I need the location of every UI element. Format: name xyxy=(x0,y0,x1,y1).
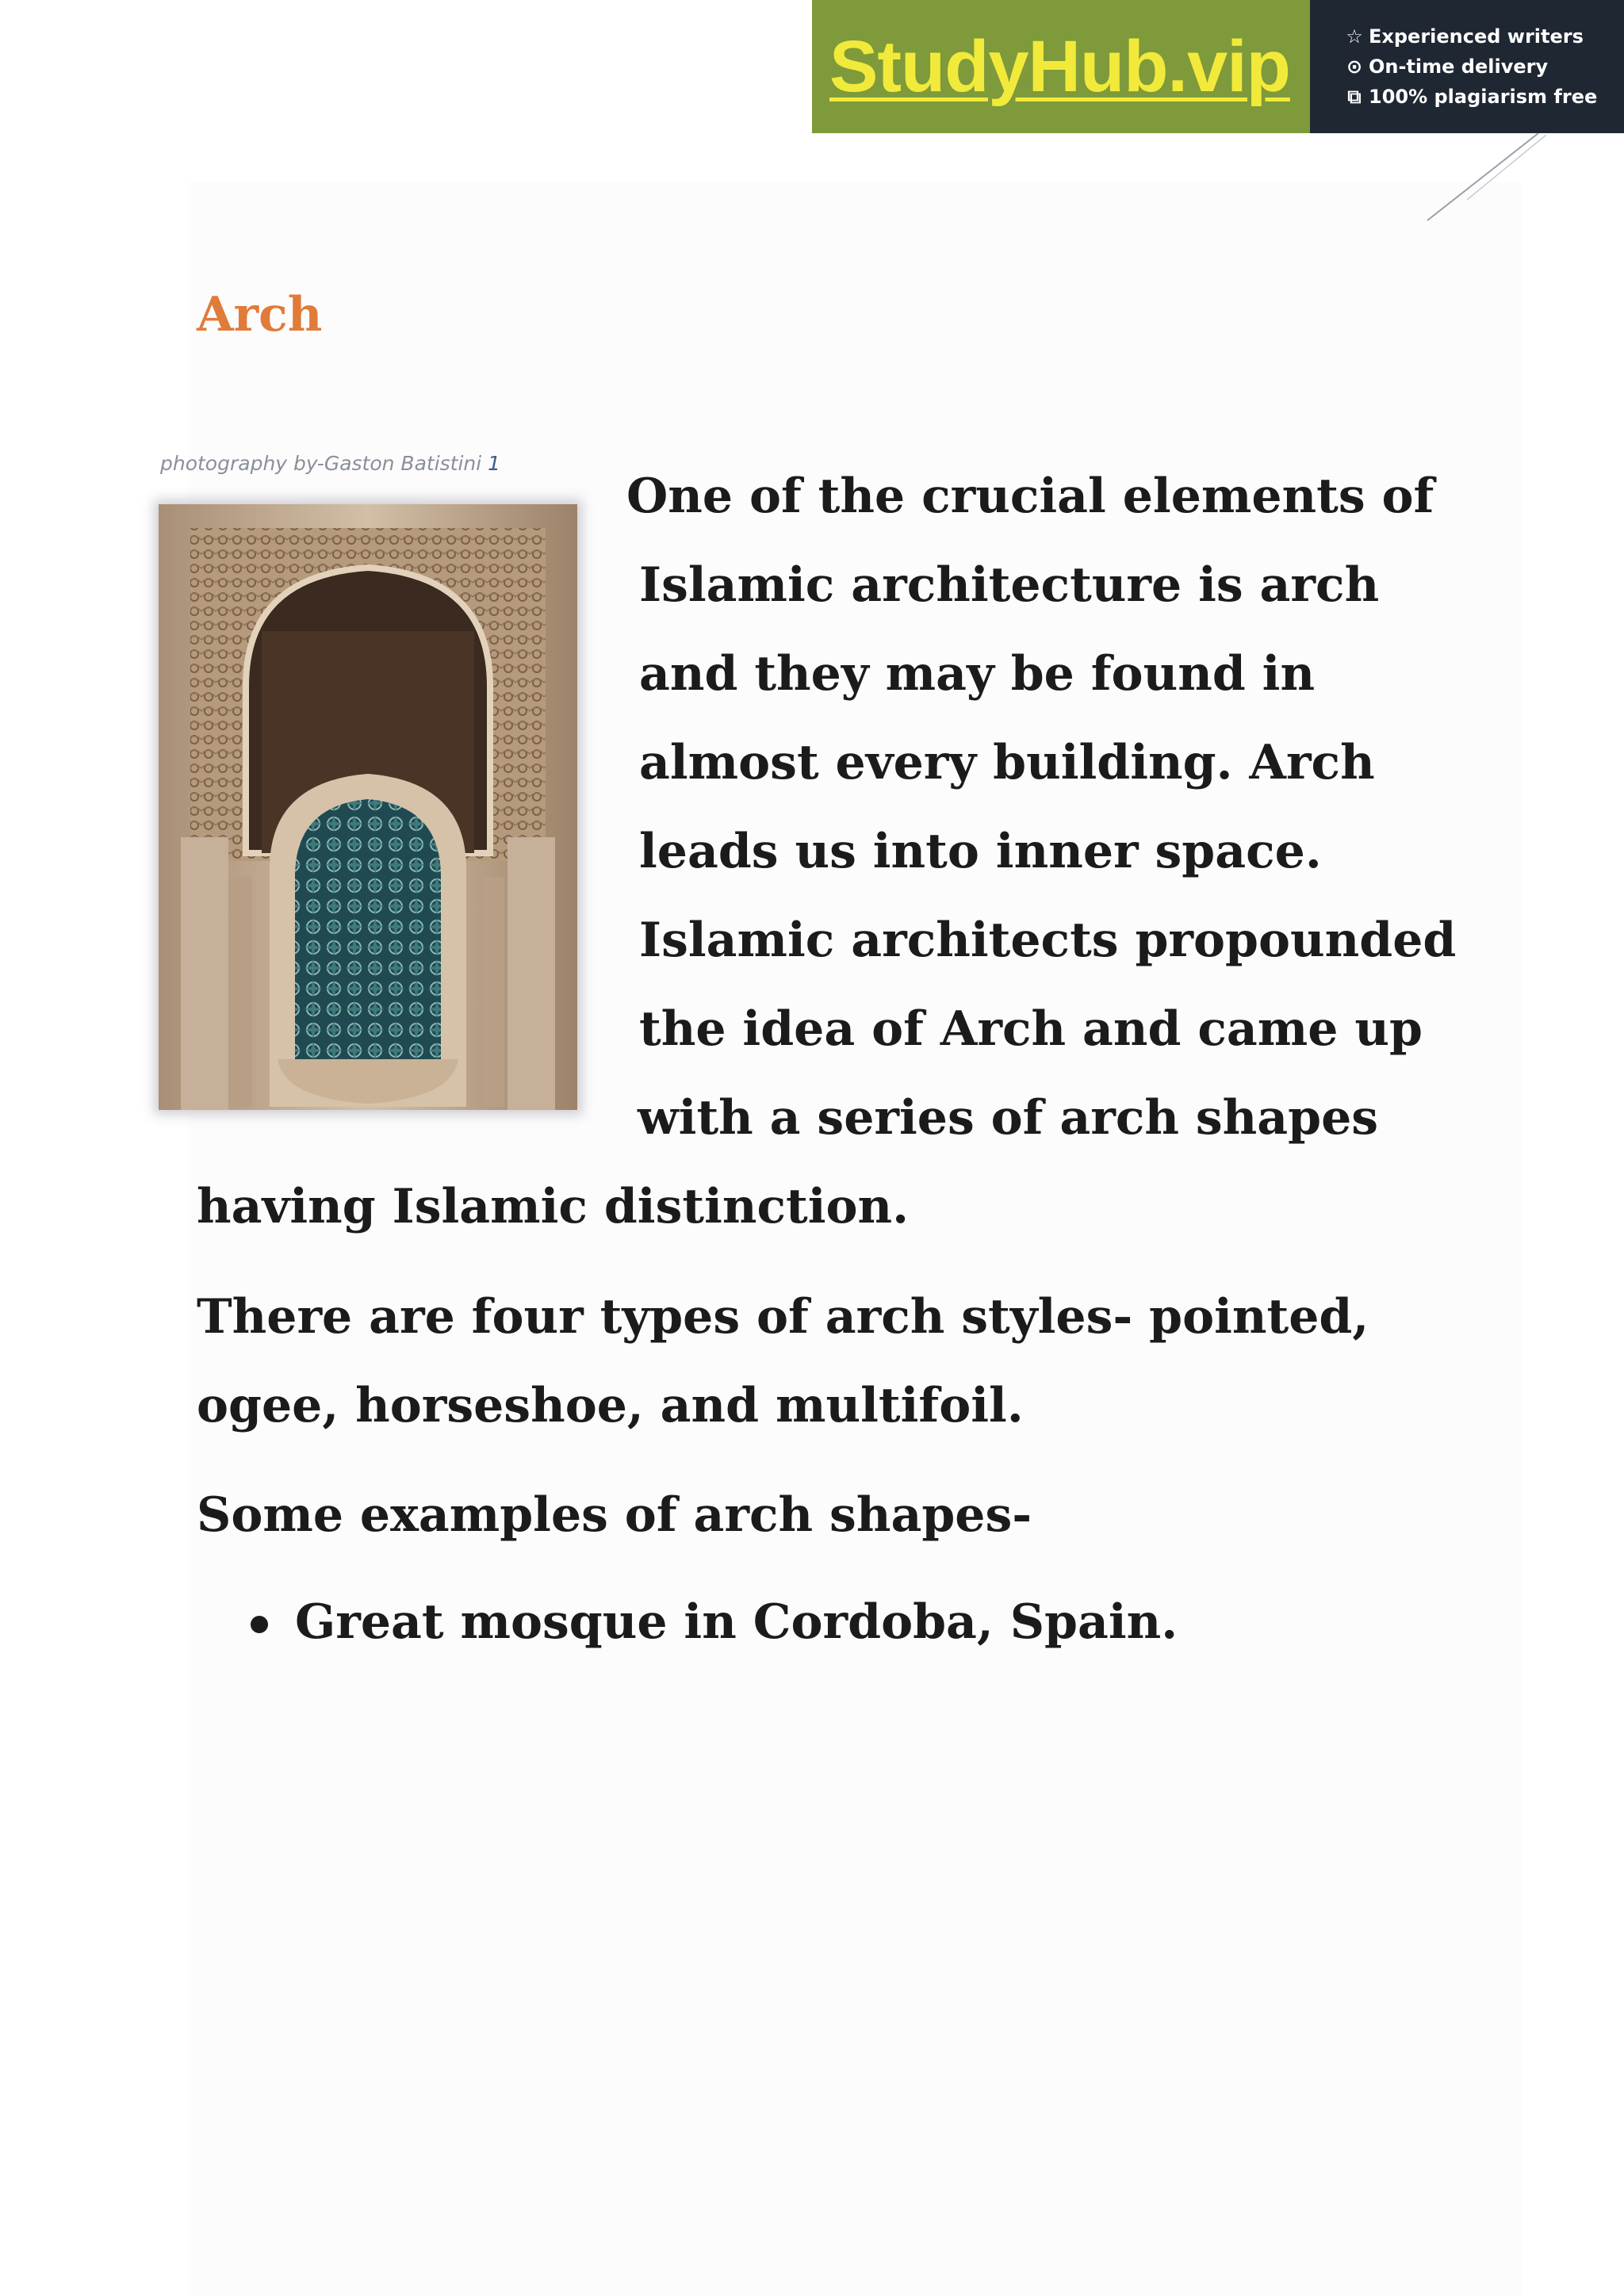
section-title: Arch xyxy=(197,287,323,342)
feature-item xyxy=(1345,25,1624,48)
paragraph-line: having Islamic distinction. xyxy=(197,1179,910,1234)
feature-item xyxy=(1345,86,1624,108)
figure-caption xyxy=(160,452,500,475)
list-item-text: Great mosque in Cordoba, Spain. xyxy=(295,1594,1178,1650)
examples-list xyxy=(197,1578,1178,1667)
paragraph-arch-types xyxy=(197,1272,1369,1450)
clock-icon: ⊙ xyxy=(1346,55,1363,78)
paragraph-line: and they may be found in xyxy=(639,646,1316,702)
caption-number: 1 xyxy=(488,452,501,475)
bullet-icon xyxy=(251,1616,268,1633)
paragraph-line: leads us into inner space. xyxy=(639,824,1322,879)
paragraph-examples-intro: Some examples of arch shapes- xyxy=(197,1487,1032,1543)
star-icon: ☆ xyxy=(1346,25,1363,48)
paragraph-line: Islamic architects propounded xyxy=(639,913,1457,968)
paragraph-line: There are four types of arch styles- pointed, xyxy=(197,1289,1369,1345)
brand-logo[interactable] xyxy=(812,0,1310,133)
arch-photo xyxy=(159,504,577,1110)
paragraph-line: One of the crucial elements of xyxy=(626,469,1434,524)
feature-label: 100% plagiarism free xyxy=(1369,86,1598,108)
decorative-diagonal-line xyxy=(1419,127,1546,230)
feature-label: On-time delivery xyxy=(1369,55,1549,78)
feature-item xyxy=(1345,55,1624,78)
studyhub-banner[interactable] xyxy=(812,0,1624,133)
paragraph-line: ogee, horseshoe, and multifoil. xyxy=(197,1378,1024,1433)
paragraph-line: Islamic architecture is arch xyxy=(639,557,1380,613)
paragraph-line: almost every building. Arch xyxy=(639,735,1375,790)
caption-text: photography by-Gaston Batistini xyxy=(160,452,482,475)
list-item xyxy=(197,1578,1178,1667)
copy-icon: ⧉ xyxy=(1347,86,1362,108)
paragraph-line: the idea of Arch and came up xyxy=(639,1001,1423,1057)
feature-list xyxy=(1310,0,1624,133)
paragraph-line: with a series of arch shapes xyxy=(638,1090,1379,1146)
feature-label: Experienced writers xyxy=(1369,25,1584,48)
brand-name: StudyHub.vip xyxy=(829,25,1290,107)
